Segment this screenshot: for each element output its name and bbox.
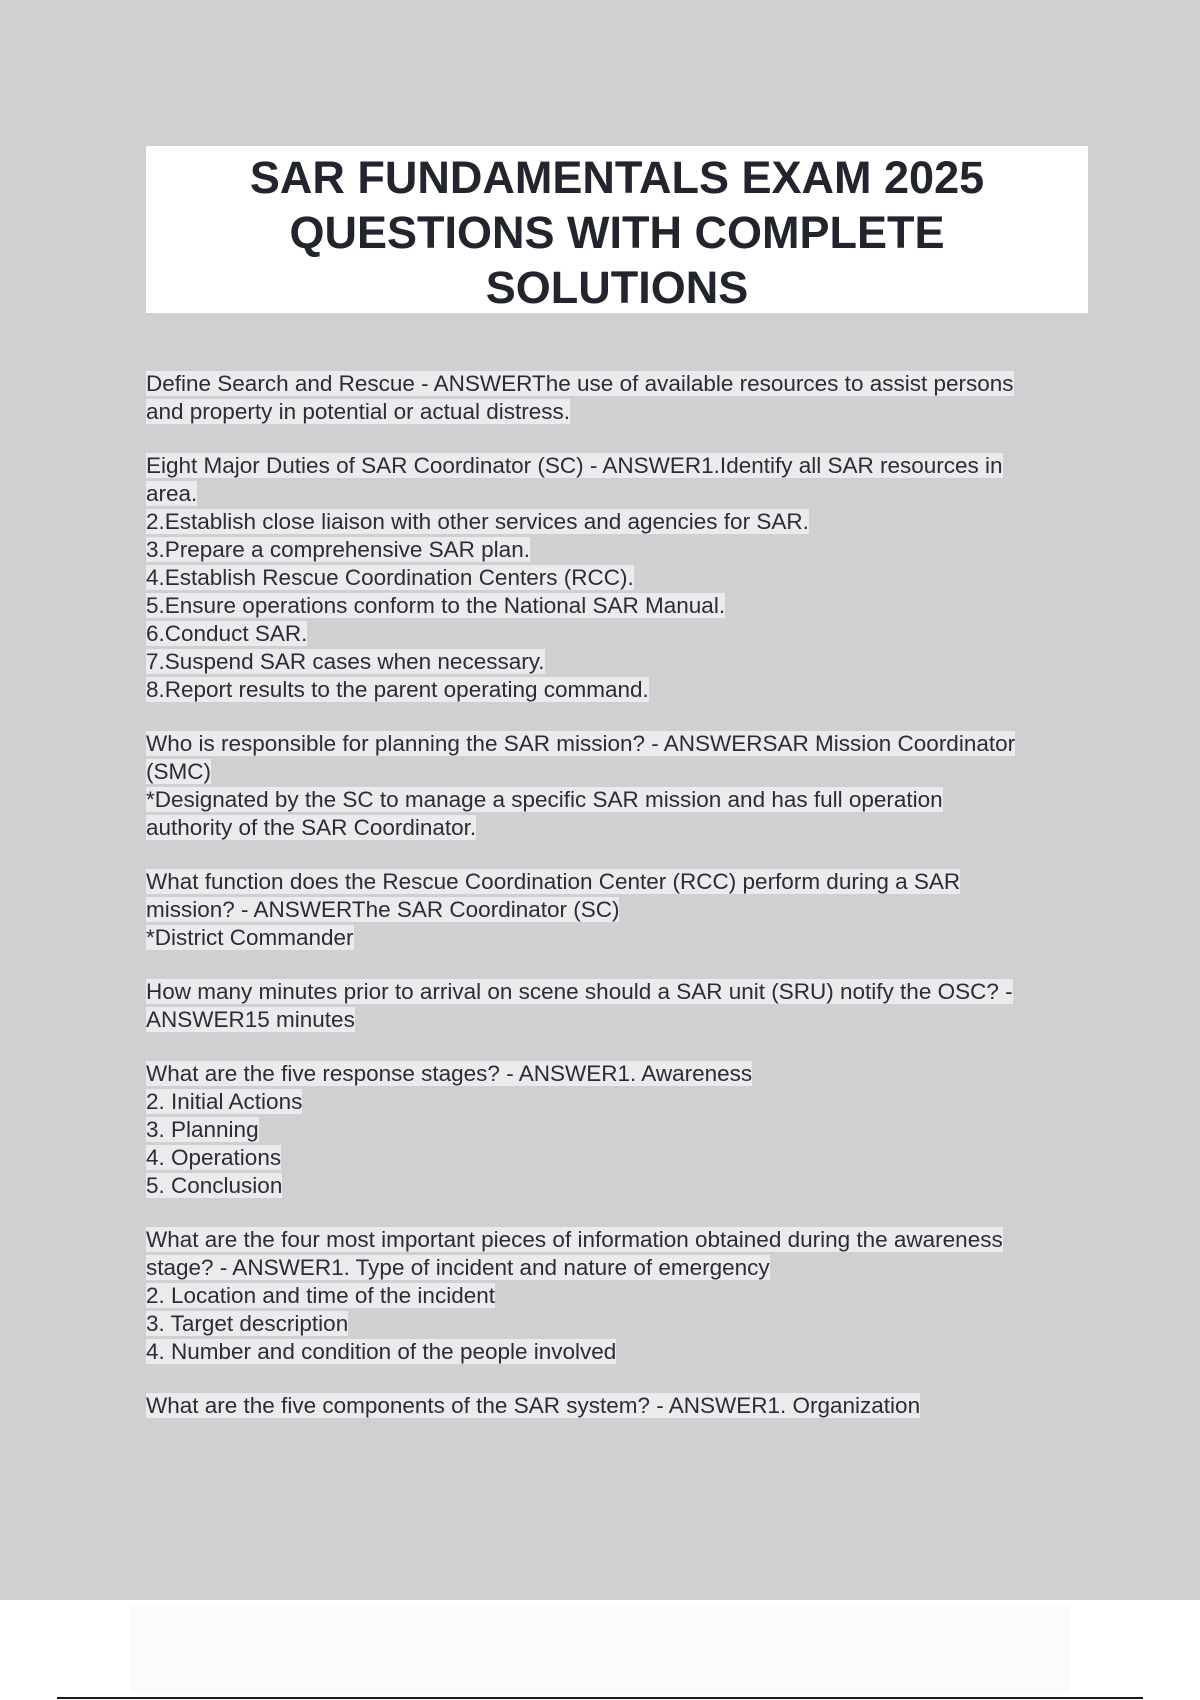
qa-line-text: 3. Planning <box>146 1117 259 1142</box>
qa-line <box>146 758 1096 786</box>
qa-line <box>146 1060 1096 1088</box>
qa-line <box>146 1116 1096 1144</box>
qa-line <box>146 592 1096 620</box>
qa-line-text: Who is responsible for planning the SAR mission? - ANSWERSAR Mission Coordinator <box>146 731 1016 756</box>
qa-block <box>146 730 1096 842</box>
qa-block <box>146 1060 1096 1200</box>
qa-line <box>146 676 1096 704</box>
qa-list <box>146 370 1096 1446</box>
qa-line <box>146 1006 1096 1034</box>
qa-line-text: *Designated by the SC to manage a specific SAR mission and has full operation <box>146 787 943 812</box>
qa-line-text: mission? - ANSWERThe SAR Coordinator (SC) <box>146 897 620 922</box>
qa-line-text: 3.Prepare a comprehensive SAR plan. <box>146 537 530 562</box>
qa-line <box>146 730 1096 758</box>
qa-line-text: ANSWER15 minutes <box>146 1007 355 1032</box>
qa-line <box>146 398 1096 426</box>
qa-line-text: authority of the SAR Coordinator. <box>146 815 477 840</box>
title-box <box>146 146 1088 313</box>
qa-block <box>146 452 1096 704</box>
qa-line <box>146 978 1096 1006</box>
qa-line-text: What are the four most important pieces of information obtained during the awareness <box>146 1227 1003 1252</box>
qa-line <box>146 480 1096 508</box>
qa-line <box>146 814 1096 842</box>
qa-line-text: What function does the Rescue Coordination Center (RCC) perform during a SAR <box>146 869 961 894</box>
qa-line-text: (SMC) <box>146 759 211 784</box>
footer-rule <box>57 1697 1143 1699</box>
qa-line <box>146 648 1096 676</box>
qa-block <box>146 1226 1096 1366</box>
qa-line <box>146 1088 1096 1116</box>
qa-block <box>146 370 1096 426</box>
qa-line-text: Define Search and Rescue - ANSWERThe use of available resources to assist persons <box>146 371 1014 396</box>
qa-line <box>146 564 1096 592</box>
qa-line <box>146 536 1096 564</box>
qa-line <box>146 1254 1096 1282</box>
qa-line <box>146 1338 1096 1366</box>
qa-line <box>146 868 1096 896</box>
qa-line <box>146 370 1096 398</box>
qa-line-text: 4.Establish Rescue Coordination Centers (RCC). <box>146 565 634 590</box>
title-line-3: SOLUTIONS <box>485 262 749 313</box>
qa-line <box>146 508 1096 536</box>
qa-line-text: *District Commander <box>146 925 354 950</box>
footer-area <box>130 1604 1070 1694</box>
qa-block <box>146 1392 1096 1420</box>
qa-line-text: and property in potential or actual distress. <box>146 399 570 424</box>
qa-line-text: What are the five components of the SAR system? - ANSWER1. Organization <box>146 1393 921 1418</box>
qa-line-text: 7.Suspend SAR cases when necessary. <box>146 649 545 674</box>
qa-line-text: 2.Establish close liaison with other services and agencies for SAR. <box>146 509 809 534</box>
qa-line-text: 5. Conclusion <box>146 1173 283 1198</box>
qa-line <box>146 1310 1096 1338</box>
qa-line <box>146 1226 1096 1254</box>
qa-line <box>146 1144 1096 1172</box>
qa-line-text: 8.Report results to the parent operating command. <box>146 677 649 702</box>
qa-line <box>146 1282 1096 1310</box>
qa-line-text: 2. Location and time of the incident <box>146 1283 495 1308</box>
qa-line-text: stage? - ANSWER1. Type of incident and nature of emergency <box>146 1255 770 1280</box>
qa-line <box>146 1172 1096 1200</box>
qa-line-text: 4. Number and condition of the people involved <box>146 1339 617 1364</box>
qa-line <box>146 620 1096 648</box>
qa-line <box>146 924 1096 952</box>
qa-block <box>146 868 1096 952</box>
qa-line-text: 6.Conduct SAR. <box>146 621 308 646</box>
qa-line <box>146 786 1096 814</box>
qa-line <box>146 1392 1096 1420</box>
qa-line-text: What are the five response stages? - ANSWER1. Awareness <box>146 1061 753 1086</box>
qa-line-text: 5.Ensure operations conform to the National SAR Manual. <box>146 593 726 618</box>
qa-line-text: 4. Operations <box>146 1145 282 1170</box>
qa-line <box>146 452 1096 480</box>
qa-line <box>146 896 1096 924</box>
title-line-1: SAR FUNDAMENTALS EXAM 2025 <box>249 152 985 203</box>
title-line-2: QUESTIONS WITH COMPLETE <box>289 207 945 258</box>
qa-line-text: 2. Initial Actions <box>146 1089 303 1114</box>
qa-line-text: How many minutes prior to arrival on scene should a SAR unit (SRU) notify the OSC? - <box>146 979 1013 1004</box>
qa-line-text: Eight Major Duties of SAR Coordinator (SC) - ANSWER1.Identify all SAR resources in <box>146 453 1003 478</box>
qa-line-text: 3. Target description <box>146 1311 349 1336</box>
qa-block <box>146 978 1096 1034</box>
qa-line-text: area. <box>146 481 198 506</box>
